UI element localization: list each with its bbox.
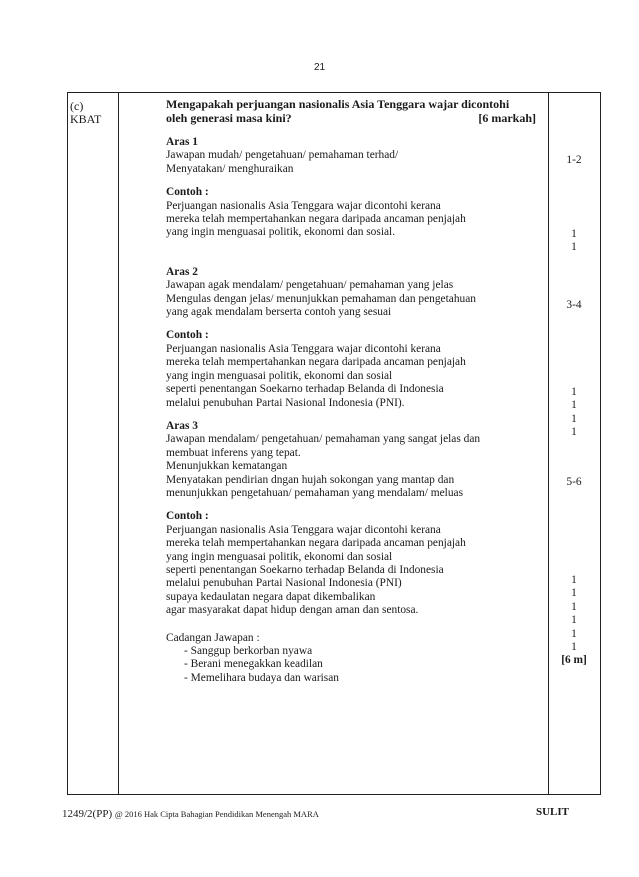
marks-aras-3 xyxy=(547,574,601,668)
marks-aras-1 xyxy=(547,228,601,255)
range-aras-3: 5-6 xyxy=(566,476,582,488)
example-line: Perjuangan nasionalis Asia Tenggara wajar dicontohi kerana xyxy=(166,523,441,536)
mark-value: 1 xyxy=(571,399,577,412)
suggestion-list xyxy=(166,645,536,685)
example-heading: Contoh : xyxy=(166,510,209,523)
list-item: - Berani menegakkan keadilan xyxy=(184,658,536,671)
level-desc: Menyatakan/ menghuraikan xyxy=(166,162,294,175)
mark-value: 1 xyxy=(571,641,577,654)
example-line: yang ingin menguasai politik, ekonomi dan sosial. xyxy=(166,226,396,239)
list-item: - Memelihara budaya dan warisan xyxy=(184,672,536,685)
question-tag: KBAT xyxy=(70,112,102,126)
mark-value: 1 xyxy=(571,241,577,254)
footer-code xyxy=(62,808,319,820)
example-line: Perjuangan nasionalis Asia Tenggara wajar dicontohi kerana xyxy=(166,199,441,212)
mark-value: 1 xyxy=(571,386,577,398)
example-line: melalui penubuhan Partai Nasional Indonesia (PNI) xyxy=(166,577,402,590)
paper-code: 1249/2(PP) xyxy=(62,808,113,820)
level-desc: yang agak mendalam berserta contoh yang sesuai xyxy=(166,306,392,319)
example-line: supaya kedaulatan negara dapat dikembalikan xyxy=(166,590,376,603)
question-marks: [6 markah] xyxy=(478,111,536,125)
range-aras-2: 3-4 xyxy=(566,299,582,311)
level-desc: membuat inferens yang tepat. xyxy=(166,446,301,459)
level-desc: Menunjukkan kematangan xyxy=(166,460,288,473)
level-desc: Jawapan mudah/ pengetahuan/ pemahaman terhad/ xyxy=(166,149,399,162)
example-line: yang ingin menguasai politik, ekonomi dan sosial xyxy=(166,550,393,563)
copyright-text: @ 2016 Hak Cipta Bahagian Pendidikan Menengah MARA xyxy=(114,809,319,819)
level-desc: Jawapan mendalam/ pengetahuan/ pemahaman yang sangat jelas dan xyxy=(166,433,481,446)
example-line: mereka telah mempertahankan negara daripada ancaman penjajah xyxy=(166,537,466,550)
question-text xyxy=(166,97,536,125)
answer-scheme xyxy=(166,97,536,685)
mark-value: 1 xyxy=(571,412,577,425)
level-heading: Aras 3 xyxy=(166,419,198,432)
mark-value: 1 xyxy=(571,426,577,439)
example-heading: Contoh : xyxy=(166,186,209,199)
sulit-label: SULIT xyxy=(536,806,570,818)
level-desc: menunjukkan pengetahuan/ pemahaman yang mendalam/ meluas xyxy=(166,486,464,499)
suggestion-heading: Cadangan Jawapan : xyxy=(166,631,260,644)
question-line: oleh generasi masa kini? xyxy=(166,111,292,125)
level-heading: Aras 2 xyxy=(166,265,198,278)
marks-aras-2 xyxy=(547,386,601,440)
level-heading: Aras 1 xyxy=(166,136,198,148)
example-heading: Contoh : xyxy=(166,329,209,342)
page-number: 21 xyxy=(313,62,326,73)
column-divider-right xyxy=(548,93,549,794)
mark-value: 1 xyxy=(571,614,577,627)
question-label xyxy=(70,100,101,126)
example-line: Perjuangan nasionalis Asia Tenggara wajar dicontohi kerana xyxy=(166,342,441,355)
example-line: seperti penentangan Soekarno terhadap Belanda di Indonesia xyxy=(166,383,444,396)
mark-value: 1 xyxy=(571,587,577,600)
question-line: Mengapakah perjuangan nasionalis Asia Tenggara wajar dicontohi xyxy=(166,97,510,111)
question-part: (c) xyxy=(70,99,84,113)
example-line: mereka telah mempertahankan negara daripada ancaman penjajah xyxy=(166,356,466,369)
level-desc: Menyatakan pendirian dngan hujah sokongan yang mantap dan xyxy=(166,473,455,486)
example-line: seperti penentangan Soekarno terhadap Belanda di Indonesia xyxy=(166,563,444,576)
mark-value: 1 xyxy=(571,574,577,586)
range-aras-1: 1-2 xyxy=(566,154,582,166)
example-line: melalui penubuhan Partai Nasional Indonesia (PNI). xyxy=(166,396,405,409)
mark-value: 1 xyxy=(571,600,577,613)
column-divider-left xyxy=(118,93,119,794)
list-item: - Sanggup berkorban nyawa xyxy=(184,645,536,658)
total-marks: [6 m] xyxy=(561,654,587,667)
level-desc: Jawapan agak mendalam/ pengetahuan/ pemahaman yang jelas xyxy=(166,279,454,292)
example-line: agar masyarakat dapat hidup dengan aman dan sentosa. xyxy=(166,604,419,617)
mark-value: 1 xyxy=(571,228,577,240)
example-line: yang ingin menguasai politik, ekonomi dan sosial xyxy=(166,369,393,382)
level-desc: Mengulas dengan jelas/ menunjukkan pemahaman dan pengetahuan xyxy=(166,292,476,305)
mark-value: 1 xyxy=(571,627,577,640)
example-line: mereka telah mempertahankan negara daripada ancaman penjajah xyxy=(166,213,466,226)
